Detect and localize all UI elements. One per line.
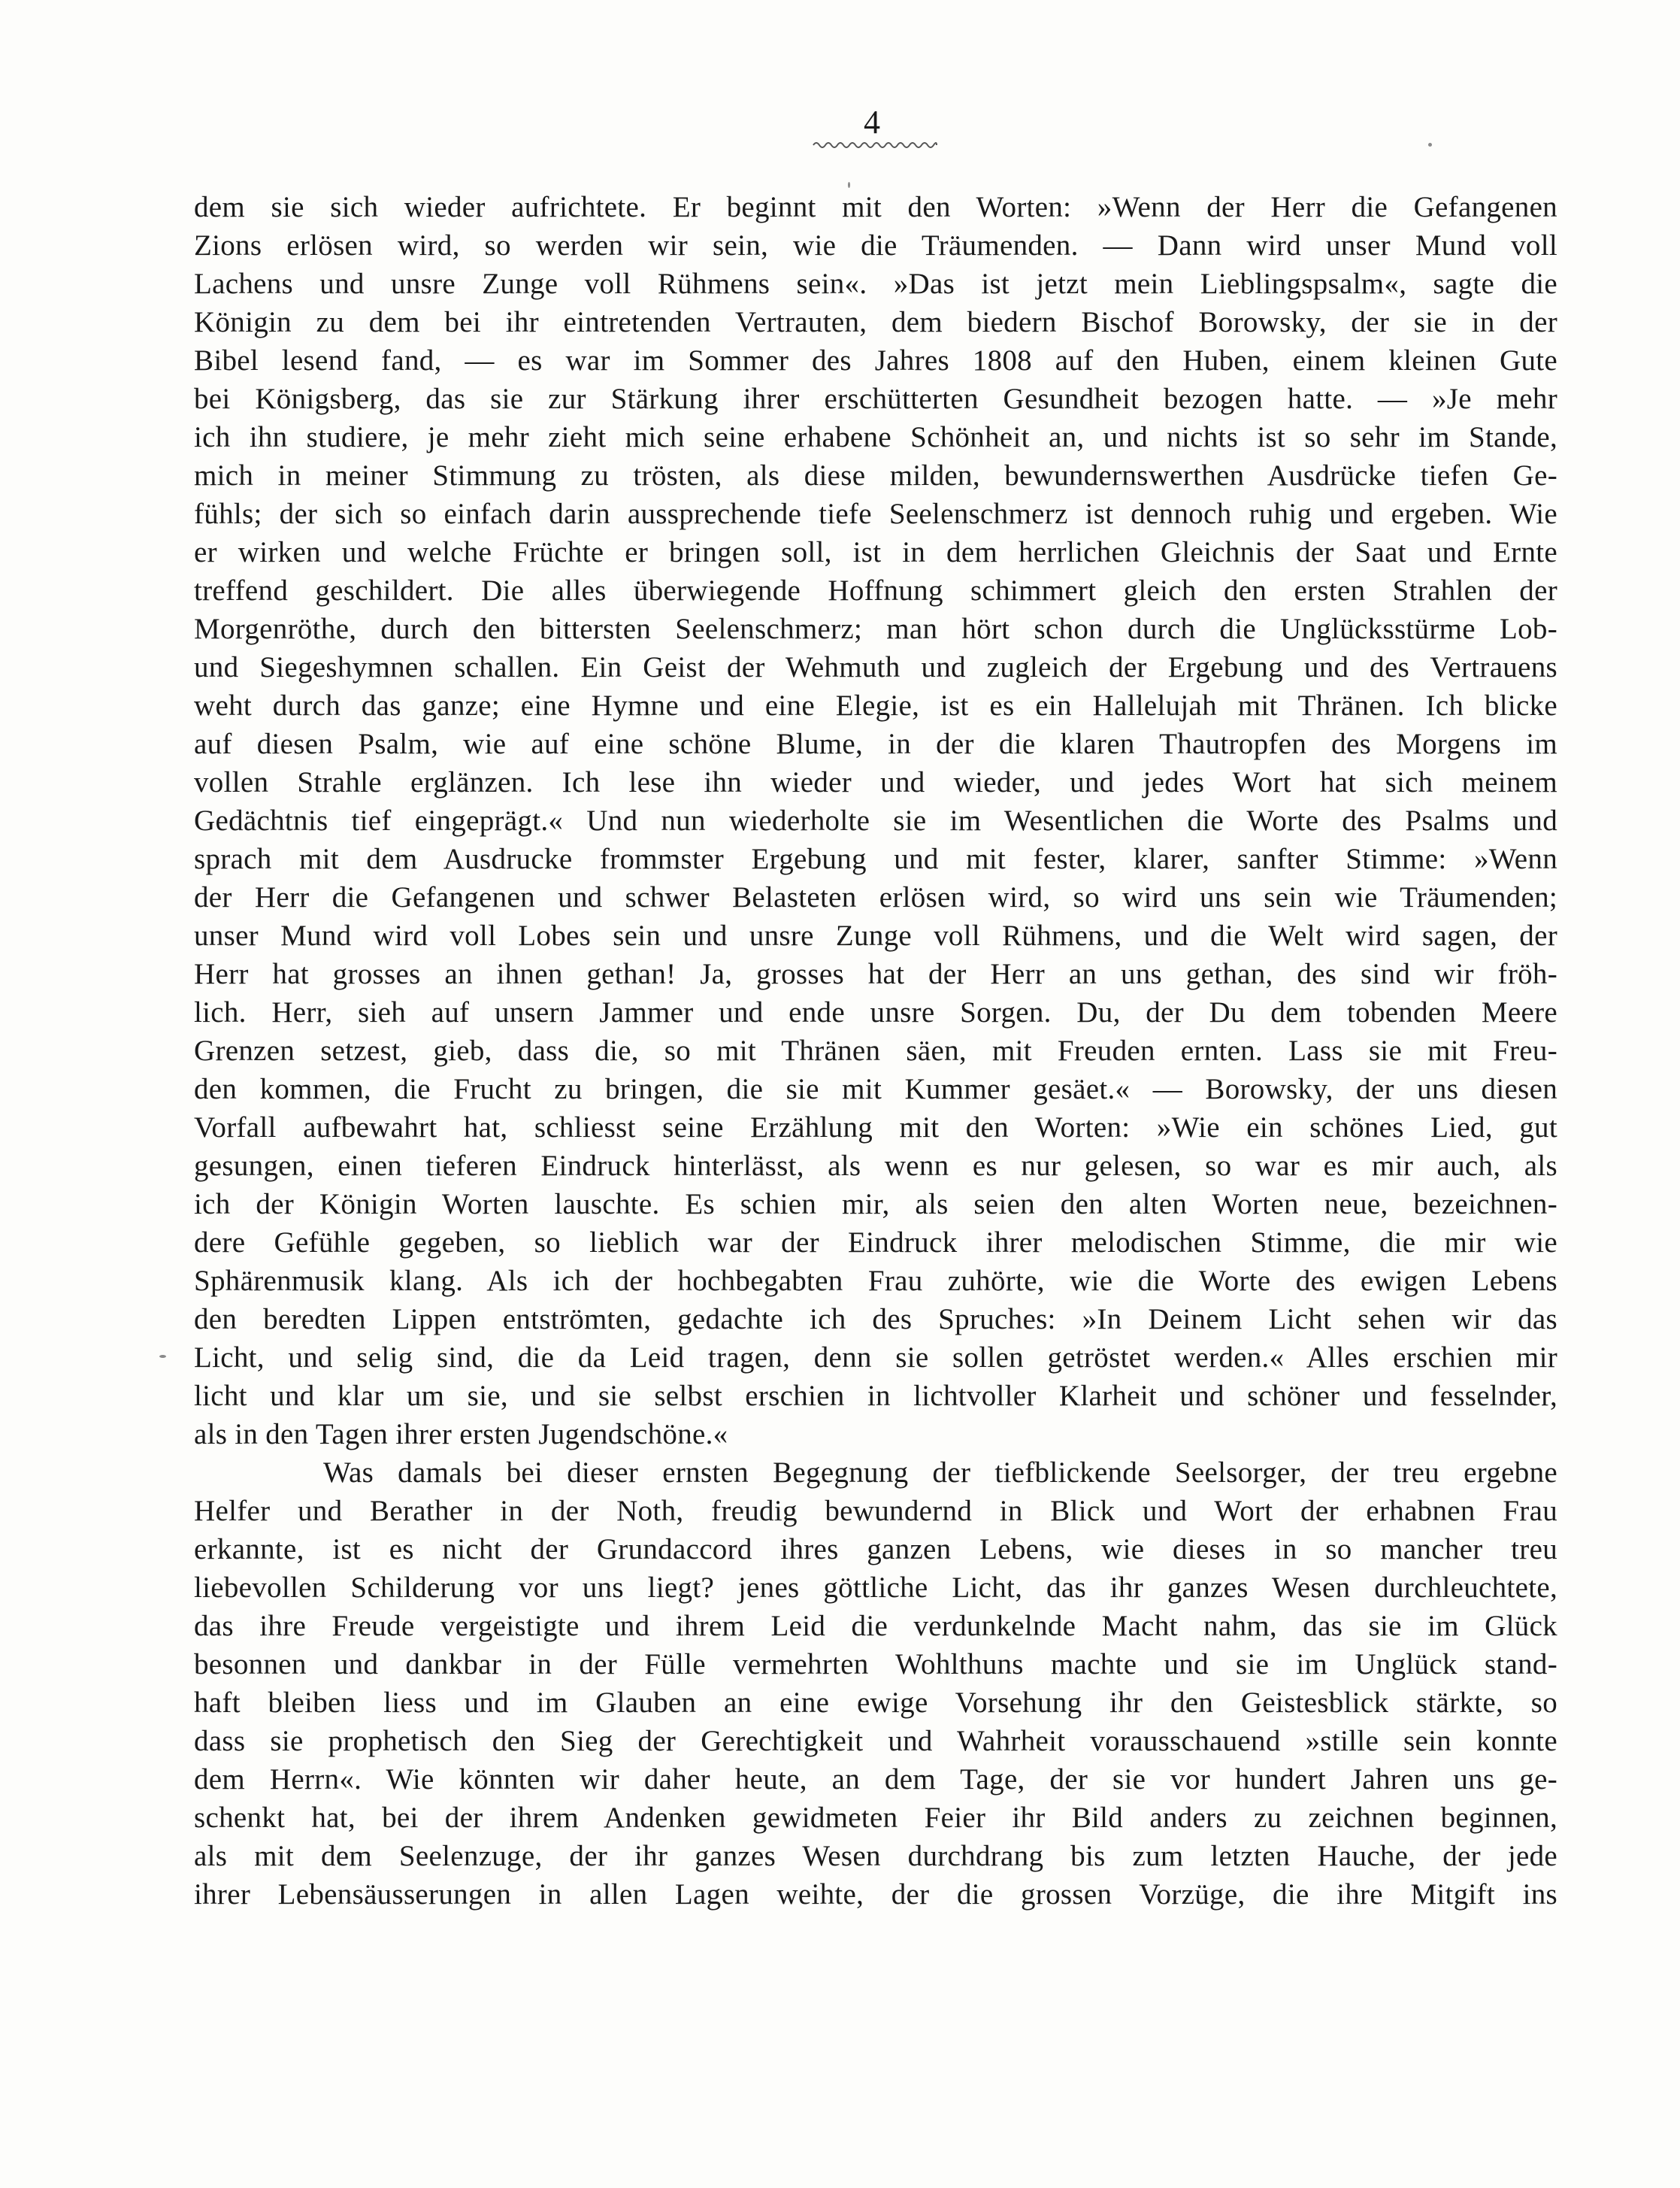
text-line: haft bleiben liess und im Glauben an eine ewige Vorsehung ihr den Geistesblick stärkte, so [194, 1686, 1557, 1719]
paper-speck [1428, 143, 1432, 147]
text-line: dem sie sich wieder aufrichtete. Er beginnt mit den Worten: »Wenn der Herr die Gefangenen [194, 191, 1557, 223]
text-line: den kommen, die Frucht zu bringen, die sie mit Kummer gesäet.« — Borowsky, der uns diesen [194, 1073, 1557, 1105]
text-line: Herr hat grosses an ihnen gethan! Ja, grosses hat der Herr an uns gethan, des sind wir fröh- [194, 958, 1557, 990]
text-line: ich ihn studiere, je mehr zieht mich seine erhabene Schönheit an, und nichts ist so sehr im Stande, [194, 421, 1557, 453]
text-line: dem Herrn«. Wie könnten wir daher heute, an dem Tage, der sie vor hundert Jahren uns ge- [194, 1763, 1557, 1796]
text-line: liebevollen Schilderung vor uns liegt? jenes göttliche Licht, das ihr ganzes Wesen durchleuchtete, [194, 1571, 1557, 1604]
text-line: unser Mund wird voll Lobes sein und unsre Zunge voll Rühmens, und die Welt wird sagen, der [194, 920, 1557, 952]
text-line: und Siegeshymnen schallen. Ein Geist der Wehmuth und zugleich der Ergebung und des Vertrauens [194, 651, 1557, 683]
text-line: Sphärenmusik klang. Als ich der hochbegabten Frau zuhörte, wie die Worte des ewigen Lebens [194, 1265, 1557, 1297]
text-line: ihrer Lebensäusserungen in allen Lagen weihte, der die grossen Vorzüge, die ihre Mitgift ins [194, 1878, 1557, 1911]
text-line: Bibel lesend fand, — es war im Sommer des Jahres 1808 auf den Huben, einem kleinen Gute [194, 344, 1557, 377]
paragraph-2 [194, 1453, 1557, 1914]
text-line: dere Gefühle gegeben, so lieblich war der Eindruck ihrer melodischen Stimme, die mir wie [194, 1226, 1557, 1259]
text-line: Was damals bei dieser ernsten Begegnung der tiefblickende Seelsorger, der treu ergebne [323, 1456, 1557, 1489]
text-line: Helfer und Berather in der Noth, freudig bewundernd in Blick und Wort der erhabnen Frau [194, 1495, 1557, 1527]
paper-speck [848, 182, 850, 188]
text-line: licht und klar um sie, und sie selbst erschien in lichtvoller Klarheit und schöner und fesselnder, [194, 1380, 1557, 1412]
text-line: weht durch das ganze; eine Hymne und eine Elegie, ist es ein Hallelujah mit Thränen. Ich blicke [194, 689, 1557, 722]
text-line: bei Königsberg, das sie zur Stärkung ihrer erschütterten Gesundheit bezogen hatte. — »Je mehr [194, 383, 1557, 415]
text-line: besonnen und dankbar in der Fülle vermehrten Wohlthuns machte und sie im Unglück stand- [194, 1648, 1557, 1680]
text-line: Zions erlösen wird, so werden wir sein, wie die Träumenden. — Dann wird unser Mund voll [194, 229, 1557, 262]
text-line: Gedächtnis tief eingeprägt.« Und nun wiederholte sie im Wesentlichen die Worte des Psalms und [194, 805, 1557, 837]
text-line: er wirken und welche Früchte er bringen soll, ist in dem herrlichen Gleichnis der Saat und Ernte [194, 536, 1557, 568]
text-line: Königin zu dem bei ihr eintretenden Vertrauten, dem biedern Bischof Borowsky, der sie in der [194, 306, 1557, 338]
text-line: fühls; der sich so einfach darin aussprechende tiefe Seelenschmerz ist dennoch ruhig und ergeben. Wie [194, 498, 1557, 530]
text-line: erkannte, ist es nicht der Grundaccord ihres ganzen Lebens, wie dieses in so mancher treu [194, 1533, 1557, 1565]
text-line: treffend geschildert. Die alles überwiegende Hoffnung schimmert gleich den ersten Strahlen der [194, 574, 1557, 607]
text-line: vollen Strahle erglänzen. Ich lese ihn wieder und wieder, und jedes Wort hat sich meinem [194, 766, 1557, 799]
text-line: dass sie prophetisch den Sieg der Gerechtigkeit und Wahrheit vorausschauend »stille sein konnte [194, 1725, 1557, 1757]
text-line: ich der Königin Worten lauschte. Es schien mir, als seien den alten Worten neue, bezeichnen- [194, 1188, 1557, 1220]
text-line: den beredten Lippen entströmten, gedachte ich des Spruches: »In Deinem Licht sehen wir das [194, 1303, 1557, 1335]
text-line: Morgenröthe, durch den bittersten Seelenschmerz; man hört schon durch die Unglücksstürme Lob- [194, 613, 1557, 645]
text-line: mich in meiner Stimmung zu trösten, als diese milden, bewundernswerthen Ausdrücke tiefen Ge- [194, 459, 1557, 492]
text-line: Grenzen setzest, gieb, dass die, so mit Thränen säen, mit Freuden ernten. Lass sie mit Freu- [194, 1035, 1557, 1067]
text-line: als in den Tagen ihrer ersten Jugendschöne.« [194, 1418, 728, 1450]
paper-speck [159, 1355, 166, 1358]
text-line: Licht, und selig sind, die da Leid tragen, denn sie sollen getröstet werden.« Alles erschien mir [194, 1341, 1557, 1374]
text-line: Vorfall aufbewahrt hat, schliesst seine Erzählung mit den Worten: »Wie ein schönes Lied, gut [194, 1111, 1557, 1144]
text-line: das ihre Freude vergeistigte und ihrem Leid die verdunkelnde Macht nahm, das sie im Glück [194, 1610, 1557, 1642]
paragraph-1 [194, 188, 1557, 1453]
body-text [194, 188, 1557, 1914]
text-line: lich. Herr, sieh auf unsern Jammer und ende unsre Sorgen. Du, der Du dem tobenden Meere [194, 996, 1557, 1029]
text-line: schenkt hat, bei der ihrem Andenken gewidmeten Feier ihr Bild anders zu zeichnen beginnen, [194, 1802, 1557, 1834]
text-line: auf diesen Psalm, wie auf eine schöne Blume, in der die klaren Thautropfen des Morgens im [194, 728, 1557, 760]
text-line: sprach mit dem Ausdrucke frommster Ergebung und mit fester, klarer, sanfter Stimme: »Wenn [194, 843, 1557, 875]
text-line: der Herr die Gefangenen und schwer Belasteten erlösen wird, so wird uns sein wie Träumenden; [194, 881, 1557, 914]
text-line: Lachens und unsre Zunge voll Rühmens sein«. »Das ist jetzt mein Lieblingspsalm«, sagte die [194, 268, 1557, 300]
page-number: 4 [864, 104, 880, 141]
text-line: gesungen, einen tieferen Eindruck hinterlässt, als wenn es nur gelesen, so war es mir auch, als [194, 1150, 1557, 1182]
text-line: als mit dem Seelenzuge, der ihr ganzes Wesen durchdrang bis zum letzten Hauche, der jede [194, 1840, 1557, 1872]
page-number-ornament-icon [812, 140, 938, 150]
